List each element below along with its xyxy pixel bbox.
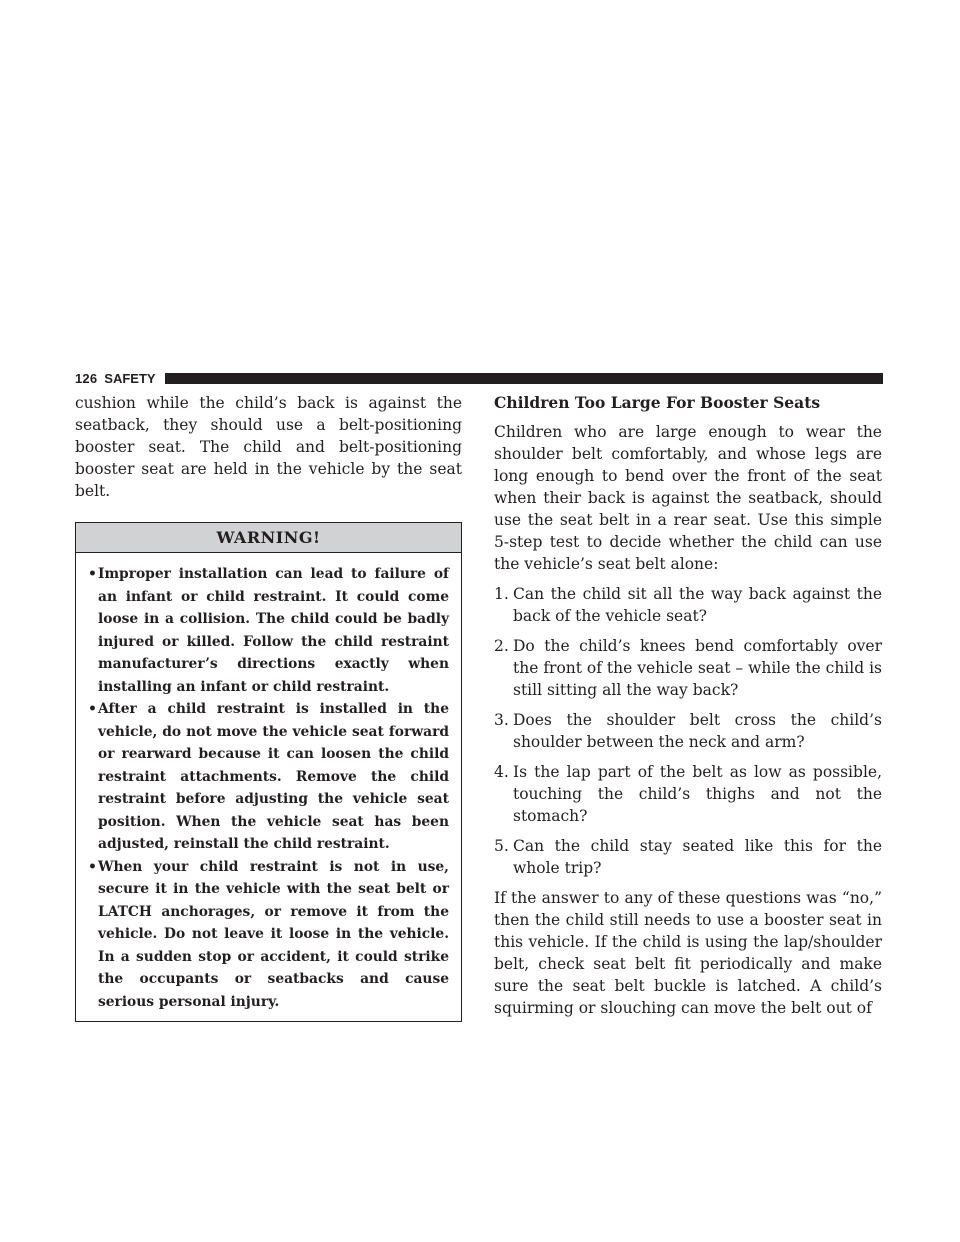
steps-list (494, 583, 882, 879)
bullet-icon: • (88, 566, 97, 582)
step-text: Is the lap part of the belt as low as possible, touching the child’s thighs and not the stomach? (513, 763, 882, 825)
step-text: Can the child stay seated like this for the whole trip? (513, 837, 882, 877)
step-number: 3. (494, 711, 509, 729)
section-heading: Children Too Large For Booster Seats (494, 393, 821, 412)
page-number: 126 (75, 370, 98, 386)
warning-list (76, 553, 461, 1021)
step-text: Can the child sit all the way back against the back of the vehicle seat? (513, 585, 882, 625)
warning-item (88, 698, 449, 856)
step-number: 2. (494, 637, 509, 655)
list-item (494, 835, 882, 879)
list-item (494, 635, 882, 701)
warning-item-text: Improper installation can lead to failure of an infant or child restraint. It could come loose in a collision. The child could be badly injured or killed. Follow the child restraint manufacturer’s directions exactly when installing an infant or child restraint. (98, 566, 449, 695)
intro-paragraph: cushion while the child’s back is against the seatback, they should use a belt-positioning booster seat. The child and belt-positioning booster seat are held in the vehicle by the seat belt. (75, 394, 462, 500)
warning-item (88, 563, 449, 698)
list-item (494, 709, 882, 753)
header-rule (165, 373, 883, 384)
left-column (75, 392, 462, 1022)
step-number: 5. (494, 837, 509, 855)
list-item (494, 583, 882, 627)
step-text: Does the shoulder belt cross the child’s shoulder between the neck and arm? (513, 711, 882, 751)
right-column (494, 392, 882, 1027)
warning-item-text: After a child restraint is installed in the vehicle, do not move the vehicle seat forward or rearward because it can loosen the child restraint attachments. Remove the child restraint before adjusting the vehicle seat position. When the vehicle seat has been adjusted, reinstall the child restraint. (98, 701, 449, 852)
warning-title: WARNING! (76, 523, 461, 553)
warning-item-text: When your child restraint is not in use, secure it in the vehicle with the seat belt or LATCH anchorages, or remove it from the vehicle. Do not leave it loose in the vehicle. In a sudden stop or accident, it could strike the occupants or seatbacks and cause serious personal injury. (98, 858, 449, 1010)
bullet-icon: • (88, 701, 97, 717)
list-item (494, 761, 882, 827)
bullet-icon: • (88, 858, 97, 875)
closing-paragraph: If the answer to any of these questions was “no,” then the child still needs to use a booster seat in this vehicle. If the child is using the lap/shoulder belt, check seat belt fit periodically and make sure the seat belt buckle is latched. A child’s squirming or slouching can move the belt out of (494, 889, 882, 1017)
step-number: 1. (494, 585, 509, 603)
right-intro-paragraph: Children who are large enough to wear the shoulder belt comfortably, and whose legs are long enough to bend over the front of the seat when their back is against the seatback, should use the seat belt in a rear seat. Use this simple 5-step test to decide whether the child can use the vehicle’s seat belt alone: (494, 423, 882, 573)
section-title: SAFETY (104, 370, 156, 386)
warning-item (88, 856, 449, 1014)
step-text: Do the child’s knees bend comfortably over the front of the vehicle seat – while the child is still sitting all the way back? (513, 637, 882, 699)
step-number: 4. (494, 763, 509, 781)
warning-box (75, 522, 462, 1022)
page-header (75, 370, 883, 386)
